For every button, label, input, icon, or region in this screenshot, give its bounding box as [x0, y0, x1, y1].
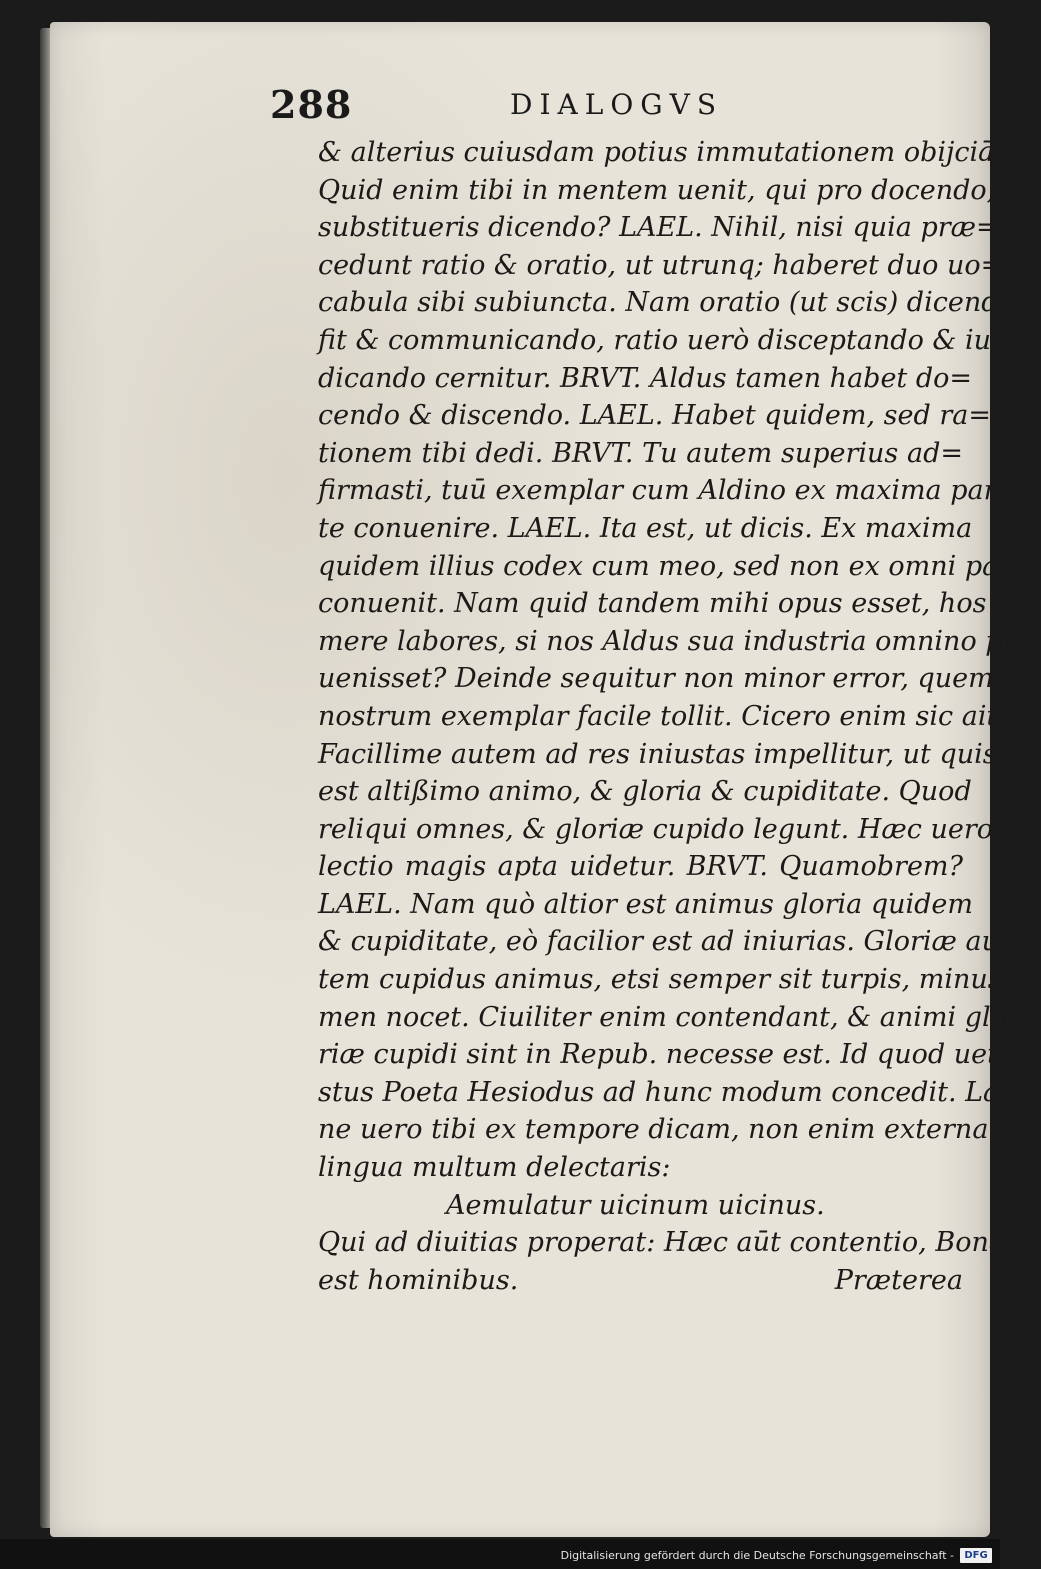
text-line: reliqui omnes, & gloriæ cupido legunt. Hæc uero [318, 813, 993, 845]
final-text-line: est hominibus. [318, 1264, 519, 1296]
body-text [318, 134, 1041, 1299]
text-line: firmasti, tuū exemplar cum Aldino ex maxima par= [318, 475, 1020, 507]
running-title: DIALOGVS [510, 88, 724, 121]
funding-notice: Digitalisierung gefördert durch die Deutsche Forschungsgemeinschaft - [560, 1549, 954, 1562]
text-line: ne uero tibi ex tempore dicam, non enim externa [318, 1114, 989, 1146]
text-line: nostrum exemplar facile tollit. Cicero enim sic ait, [318, 700, 1006, 732]
text-line: tem cupidus animus, etsi semper sit turpis, minus ta [318, 964, 1038, 996]
text-line: fit & communicando, ratio uerò disceptando & iu [318, 324, 992, 356]
text-line: riæ cupidi sint in Repub. necesse est. Id quod uetu= [318, 1039, 1038, 1071]
text-line: Quid enim tibi in mentem uenit, qui pro docendo, [318, 174, 996, 206]
catchword: Præterea [834, 1264, 963, 1296]
text-line: cedunt ratio & oratio, ut utrunq; haberet duo uo= [318, 249, 1004, 281]
text-line: & alterius cuiusdam potius immutationem obijciā. [318, 137, 1003, 168]
text-line: stus Poeta Hesiodus ad hunc modum concedit. Lati= [318, 1076, 1041, 1108]
page-header [270, 82, 960, 132]
text-line: lingua multum delectaris: [318, 1152, 671, 1184]
text-line: Facillime autem ad res iniustas impellitur, ut quisq; [318, 738, 1024, 770]
text-line: te conuenire. LAEL. Ita est, ut dicis. Ex maxima [318, 512, 973, 544]
page-number: 288 [270, 82, 353, 127]
text-line: & cupiditate, eò facilior est ad iniurias. Gloriæ au- [318, 926, 1009, 958]
text-line: est altißimo animo, & gloria & cupiditate. Quod [318, 776, 972, 808]
text-line: mere labores, si nos Aldus sua industria omnino præ [318, 625, 1041, 657]
text-line: cabula sibi subiuncta. Nam oratio (ut scis) dicendo [318, 287, 1015, 319]
text-line: cendo & discendo. LAEL. Habet quidem, sed ra= [318, 400, 991, 432]
text-line: LAEL. Nam quò altior est animus gloria quidem [318, 888, 974, 920]
text-line: uenisset? Deinde sequitur non minor error, quem [318, 663, 994, 695]
text-line: lectio magis apta uidetur. BRVT. Quamobrem? [318, 851, 963, 883]
text-line: tionem tibi dedi. BRVT. Tu autem superius ad= [318, 437, 963, 469]
text-line: men nocet. Ciuiliter enim contendant, & animi glo [318, 1001, 1007, 1033]
text-line: Qui ad diuitias properat: Hæc aūt contentio, Bona [318, 1227, 1005, 1259]
verse-line: Aemulatur uicinum uicinus. [446, 1189, 825, 1221]
final-line-row [318, 1262, 963, 1300]
footer-bar [0, 1539, 1000, 1569]
text-line: substitueris dicendo? LAEL. Nihil, nisi quia præ= [318, 212, 999, 244]
text-line: quidem illius codex cum meo, sed non ex omni parte [318, 550, 1038, 582]
text-line: conuenit. Nam quid tandem mihi opus esset, hos su- [318, 588, 1036, 620]
dfg-logo: DFG [960, 1548, 992, 1563]
text-line: dicando cernitur. BRVT. Aldus tamen habet do= [318, 362, 973, 394]
